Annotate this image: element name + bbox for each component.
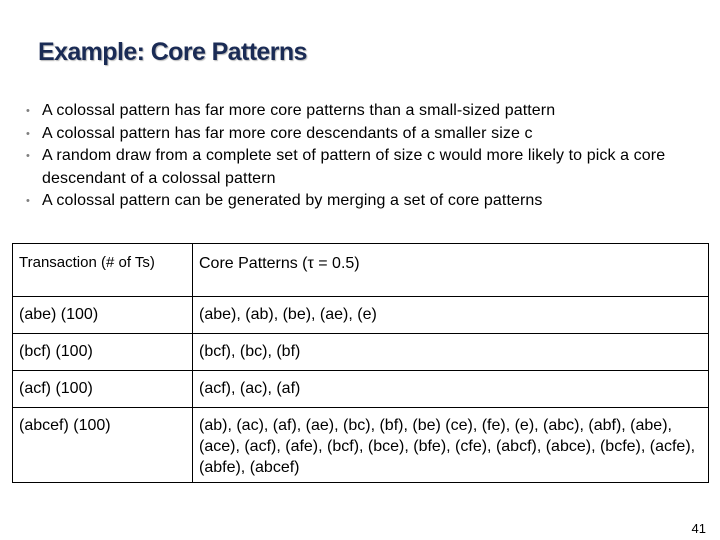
bullet-item — [26, 145, 696, 190]
slide-title: Example: Core Patterns — [38, 38, 307, 66]
transaction-cell: (bcf) (100) — [13, 334, 193, 371]
transaction-cell: (acf) (100) — [13, 371, 193, 408]
bullet-text: A colossal pattern has far more core patterns than a small-sized pattern — [42, 102, 556, 119]
header-transaction: Transaction (# of Ts) — [13, 244, 193, 297]
bullet-item — [26, 190, 696, 213]
bullet-icon: • — [26, 195, 30, 207]
transaction-cell: (abe) (100) — [13, 297, 193, 334]
bullet-icon: • — [26, 127, 30, 140]
bullet-list — [26, 100, 696, 213]
bullet-icon: • — [26, 150, 30, 162]
bullet-text: A colossal pattern has far more core descendants of a smaller size c — [42, 124, 533, 142]
bullet-item — [26, 100, 696, 123]
header-core-patterns: Core Patterns (τ = 0.5) — [193, 244, 709, 297]
table-row — [13, 297, 709, 334]
transaction-cell: (abcef) (100) — [13, 408, 193, 483]
core-patterns-table — [12, 243, 709, 483]
table-row — [13, 408, 709, 483]
table-header-row — [13, 244, 709, 297]
core-patterns-cell: (ab), (ac), (af), (ae), (bc), (bf), (be) (ce), (fe), (e), (abc), (abf), (abe), (ace), (acf), (afe), (bcf), (bce), (bfe), (cfe), (abcf), (abce), (bcfe), (acfe), (abfe), (abcef) — [193, 408, 709, 483]
core-patterns-cell: (acf), (ac), (af) — [193, 371, 709, 408]
table-row — [13, 371, 709, 408]
bullet-item — [26, 123, 696, 146]
bullet-text: A colossal pattern can be generated by merging a set of core patterns — [42, 192, 543, 209]
core-patterns-cell: (abe), (ab), (be), (ae), (e) — [193, 297, 709, 334]
bullet-text: A random draw from a complete set of pattern of size c would more likely to pick a core descendant of a colossal pattern — [42, 147, 666, 187]
table-row — [13, 334, 709, 371]
bullet-icon: • — [26, 105, 30, 117]
page-number: 41 — [691, 521, 706, 536]
core-patterns-cell: (bcf), (bc), (bf) — [193, 334, 709, 371]
